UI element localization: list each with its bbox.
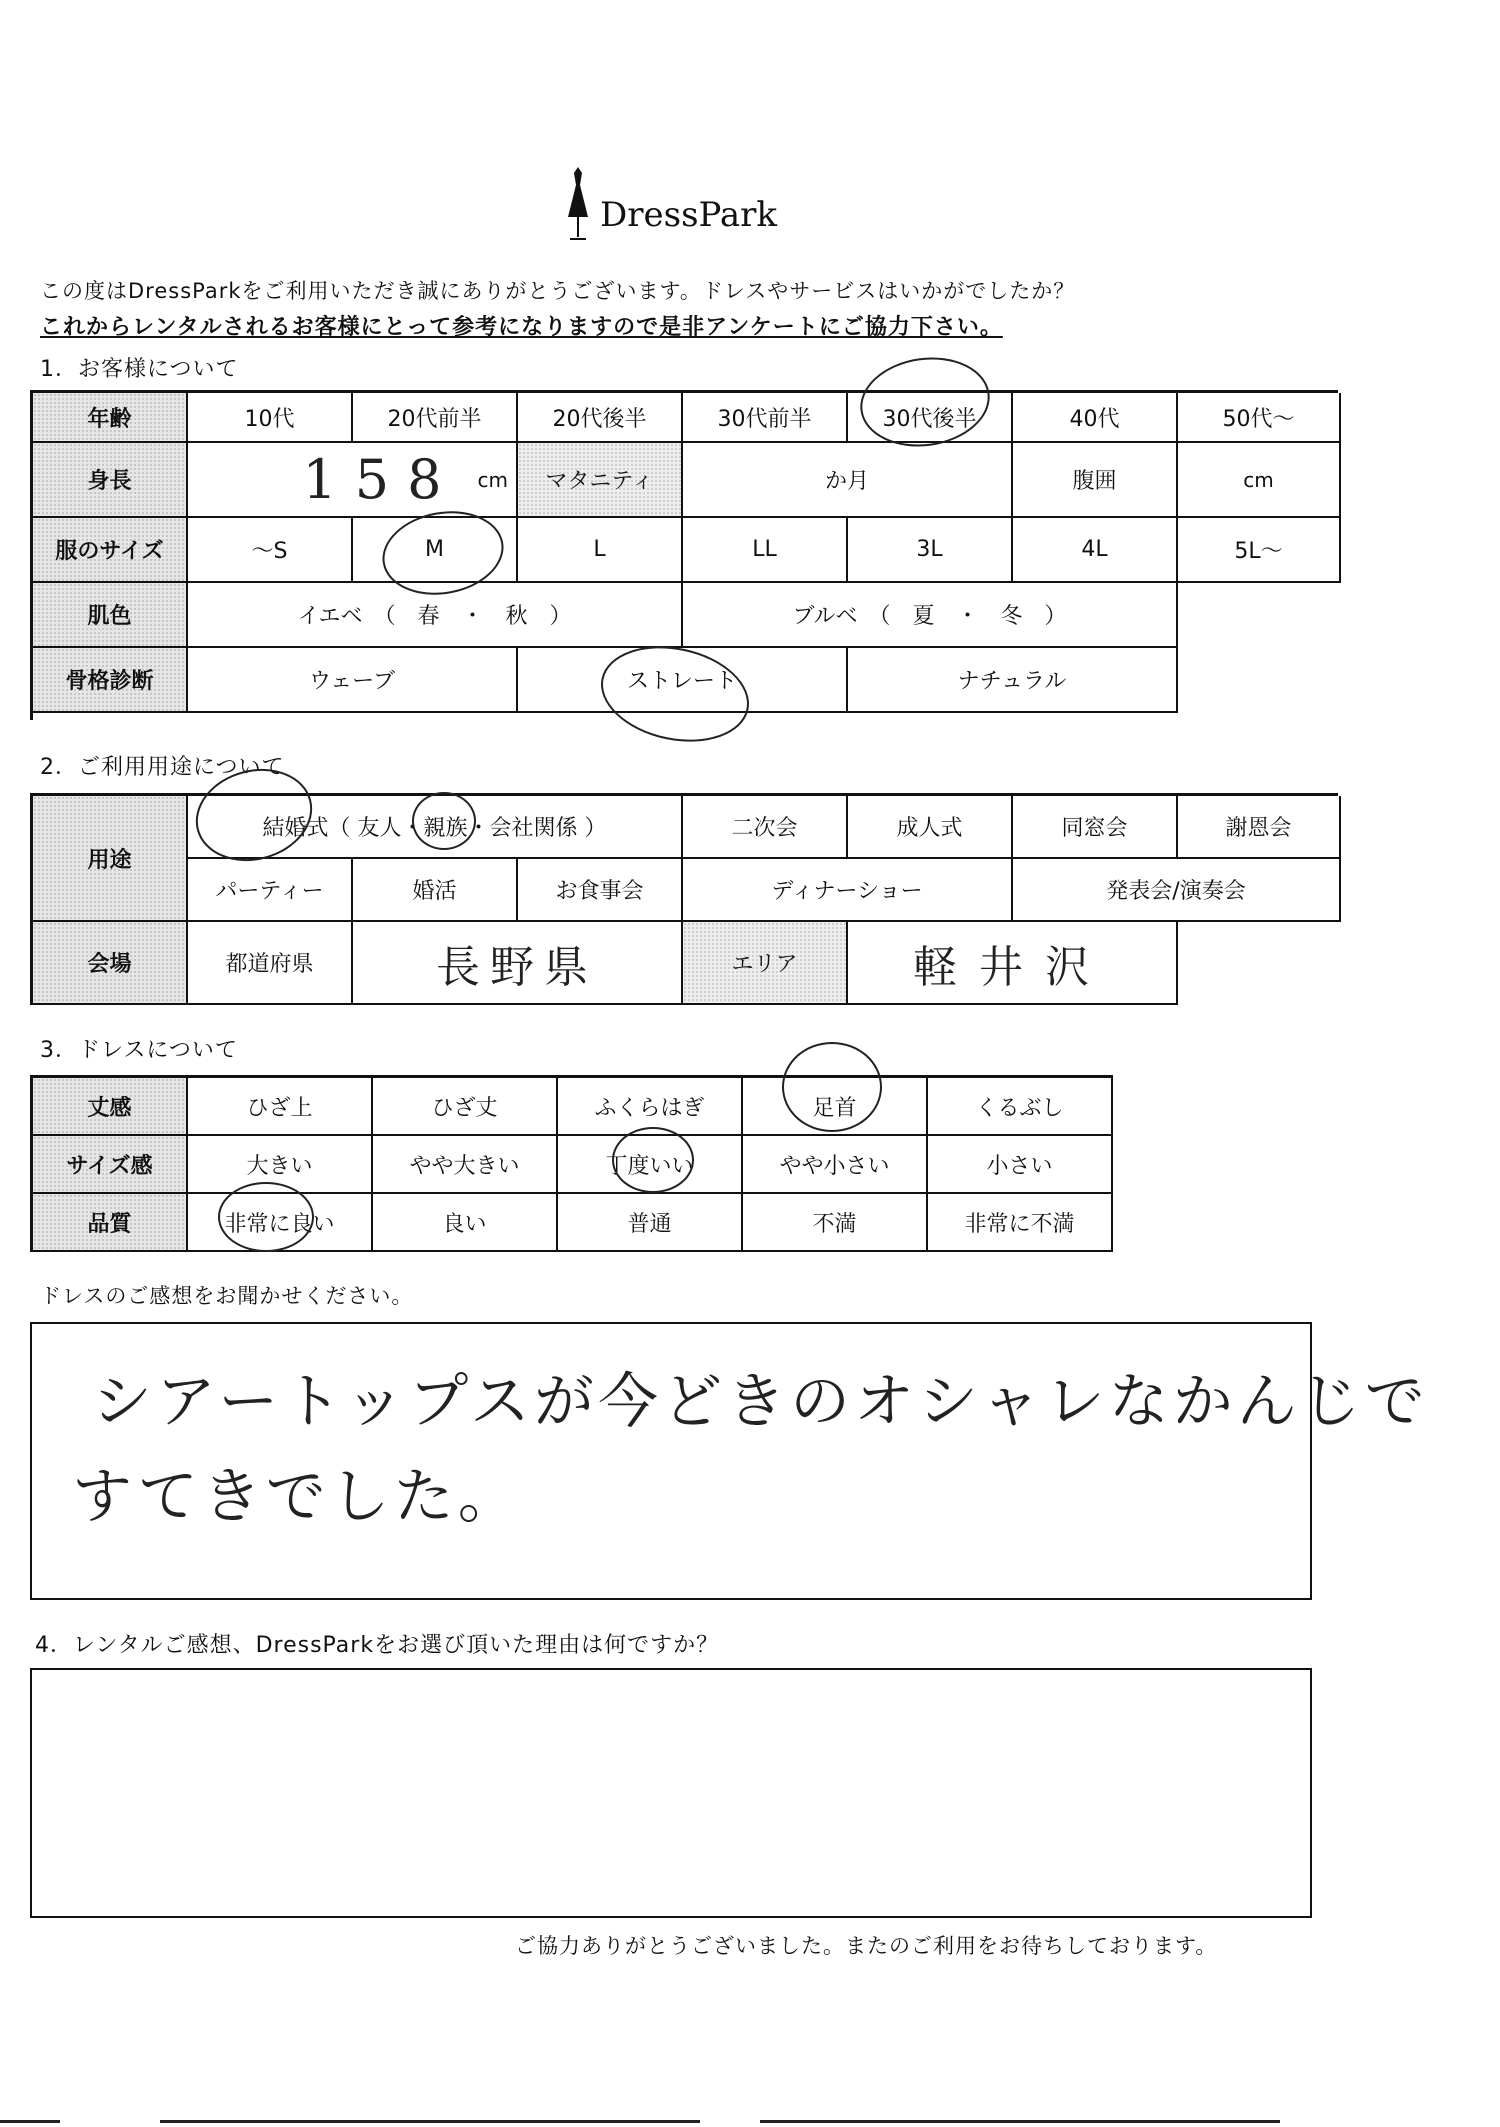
selection-circle-fit [612,1127,694,1193]
size-option-selected[interactable]: M [353,518,518,583]
size-option[interactable]: 3L [848,518,1013,583]
months-label: か月 [824,469,869,494]
age-option[interactable]: 20代後半 [518,393,683,443]
dress-table [30,1075,1113,1252]
fit-option[interactable]: 大きい [188,1136,373,1194]
prefecture-handwritten-value: 長野県 [436,941,598,993]
purpose-option[interactable]: 謝恩会 [1178,796,1341,859]
fit-option[interactable]: 小さい [928,1136,1113,1194]
fit-label: サイズ感 [33,1136,188,1194]
age-option[interactable]: 30代前半 [683,393,848,443]
quality-option[interactable]: 非常に不満 [928,1194,1113,1252]
purpose-option[interactable]: パーティー [188,859,353,922]
selection-circle-quality [218,1182,314,1252]
closing-message: ご協力ありがとうございました。またのご利用をお待ちしております。 [515,1934,1218,1958]
length-option[interactable]: ひざ上 [188,1078,373,1136]
venue-label: 会場 [33,922,188,1005]
purpose-label: 用途 [33,796,188,922]
purpose-option[interactable]: 発表会/演奏会 [1013,859,1341,922]
length-option-selected[interactable]: 足首 [743,1078,928,1136]
intro-request: これからレンタルされるお客様にとって参考になりますので是非アンケートにご協力下さい。 [40,315,1003,340]
area-handwritten-value: 軽井沢 [913,941,1111,993]
size-option[interactable]: LL [683,518,848,583]
frame-option[interactable]: ウェーブ [188,648,518,713]
scan-line [160,2120,700,2123]
wedding-option-selected[interactable]: 結婚式（ 友人・親族・会社関係 ） [188,796,683,859]
waist-unit: cm [1243,467,1274,492]
logo-text: DressPark [600,195,778,235]
scan-line [760,2120,1280,2123]
prefecture-field[interactable] [353,922,683,1005]
maternity-label: マタニティ [518,443,683,518]
dress-comment-box[interactable] [30,1322,1429,1600]
comment-handwritten-line2: すてきでした。 [72,1462,522,1532]
age-option[interactable]: 10代 [188,393,353,443]
scan-line [0,2120,60,2123]
age-option[interactable]: 50代～ [1178,393,1341,443]
length-option[interactable]: ふくらはぎ [558,1078,743,1136]
comment-handwritten-line1: シアートップスが今どきのオシャレなかんじで [92,1367,1429,1437]
fit-option[interactable]: やや小さい [743,1136,928,1194]
quality-option[interactable]: 不満 [743,1194,928,1252]
length-option[interactable]: くるぶし [928,1078,1113,1136]
frame-label: 骨格診断 [33,648,188,713]
prefecture-label: 都道府県 [188,922,353,1005]
height-field[interactable] [188,443,518,518]
purpose-option[interactable]: ディナーショー [683,859,1013,922]
rental-comment-box[interactable] [30,1668,1312,1918]
size-option[interactable]: L [518,518,683,583]
section1-title: 1．お客様について [40,357,239,382]
purpose-option[interactable]: お食事会 [518,859,683,922]
age-option-selected[interactable]: 30代後半 [848,393,1013,443]
selection-circle-length [782,1042,882,1132]
purpose-option[interactable]: 成人式 [848,796,1013,859]
size-option[interactable]: 4L [1013,518,1178,583]
purpose-option[interactable]: 同窓会 [1013,796,1178,859]
skin-label: 肌色 [33,583,188,648]
height-label: 身長 [33,443,188,518]
length-label: 丈感 [33,1078,188,1136]
section3-title: 3．ドレスについて [40,1038,238,1063]
selection-circle-relatives [412,792,476,850]
section4-title: 4．レンタルご感想、DressParkをお選び頂いた理由は何ですか？ [35,1633,720,1658]
size-label: 服のサイズ [33,518,188,583]
skin-blue-option[interactable]: ブルベ （ 夏 ・ 冬 ） [683,583,1178,648]
quality-option[interactable]: 良い [373,1194,558,1252]
frame-option[interactable]: ナチュラル [848,648,1178,713]
age-option[interactable]: 20代前半 [353,393,518,443]
skin-yellow-option[interactable]: イエベ （ 春 ・ 秋 ） [188,583,683,648]
area-field[interactable] [848,922,1178,1005]
age-option[interactable]: 40代 [1013,393,1178,443]
area-label: エリア [683,922,848,1005]
maternity-months-field[interactable] [683,443,1013,518]
size-option[interactable]: ～S [188,518,353,583]
purpose-option[interactable]: 婚活 [353,859,518,922]
quality-option[interactable]: 普通 [558,1194,743,1252]
height-handwritten-value: 158 [302,448,460,511]
waist-field[interactable] [1178,443,1341,518]
length-option[interactable]: ひざ丈 [373,1078,558,1136]
intro-text: この度はDressParkをご利用いただき誠にありがとうございます。ドレスやサービスはいかがでしたか？ [40,279,1076,303]
height-unit: cm [477,467,508,492]
age-label: 年齢 [33,393,188,443]
dresspark-logo [560,165,800,250]
purpose-option[interactable]: 二次会 [683,796,848,859]
quality-option-selected[interactable]: 非常に良い [188,1194,373,1252]
fit-option-selected[interactable]: 丁度いい [558,1136,743,1194]
comment-prompt: ドレスのご感想をお聞かせください。 [40,1284,414,1308]
dress-icon [560,165,596,245]
waist-label: 腹囲 [1013,443,1178,518]
quality-label: 品質 [33,1194,188,1252]
section2-title: 2．ご利用用途について [40,755,285,780]
frame-option-selected[interactable]: ストレート [518,648,848,713]
size-option[interactable]: 5L～ [1178,518,1341,583]
fit-option[interactable]: やや大きい [373,1136,558,1194]
